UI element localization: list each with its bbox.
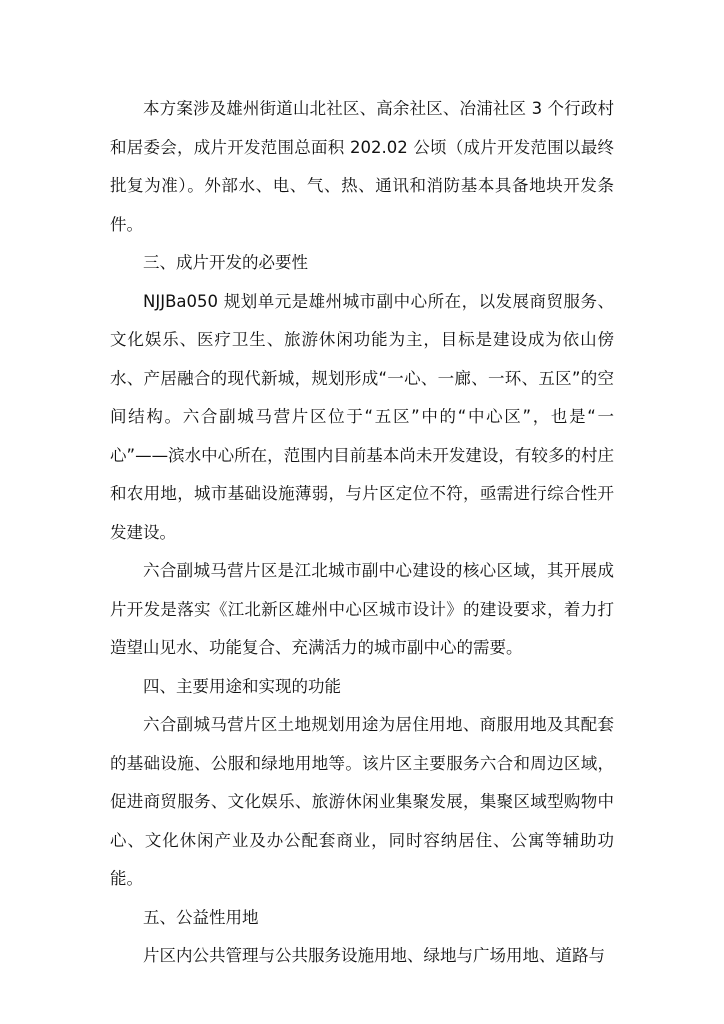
paragraph-scope-and-area: 本方案涉及雄州街道山北社区、高余社区、冶浦社区 3 个行政村和居委会，成片开发范围总面积 202.02 公顷（成片开发范围以最终批复为准）。外部水、电、气、热、通讯和消防基本具备地块开发条件。	[110, 99, 614, 234]
document-body	[110, 90, 614, 976]
paragraph-land-use: 六合副城马营片区土地规划用途为居住用地、商服用地及其配套的基础设施、公服和绿地用地等。该片区主要服务六合和周边区域，促进商贸服务、文化娱乐、旅游休闲业集聚发展，集聚区域型购物中心、文化休闲产业及办公配套商业，同时容纳居住、公寓等辅助功能。	[110, 715, 614, 888]
section-heading-public-land: 五、公益性用地	[143, 907, 259, 927]
paragraph-core-area: 六合副城马营片区是江北城市副中心建设的核心区域，其开展成片开发是落实《江北新区雄州中心区城市设计》的建设要求，着力打造望山见水、功能复合、充满活力的城市副中心的需要。	[110, 561, 614, 657]
paragraph-public-facilities: 片区内公共管理与公共服务设施用地、绿地与广场用地、道路与	[143, 946, 605, 965]
section-heading-main-uses: 四、主要用途和实现的功能	[143, 676, 341, 696]
section-heading-necessity: 三、成片开发的必要性	[143, 253, 308, 272]
paragraph-planning-unit: NJJBa050 规划单元是雄州城市副中心所在，以发展商贸服务、文化娱乐、医疗卫生、旅游休闲功能为主，目标是建设成为依山傍水、产居融合的现代新城，规划形成“一心、一廊、一环、五区”的空间结构。六合副城马营片区位于“五区”中的“中心区”，也是“一心”——滨水中心所在，范围内目前基本尚未开发建设，有较多的村庄和农用地，城市基础设施薄弱，与片区定位不符，亟需进行综合性开发建设。	[110, 291, 614, 542]
